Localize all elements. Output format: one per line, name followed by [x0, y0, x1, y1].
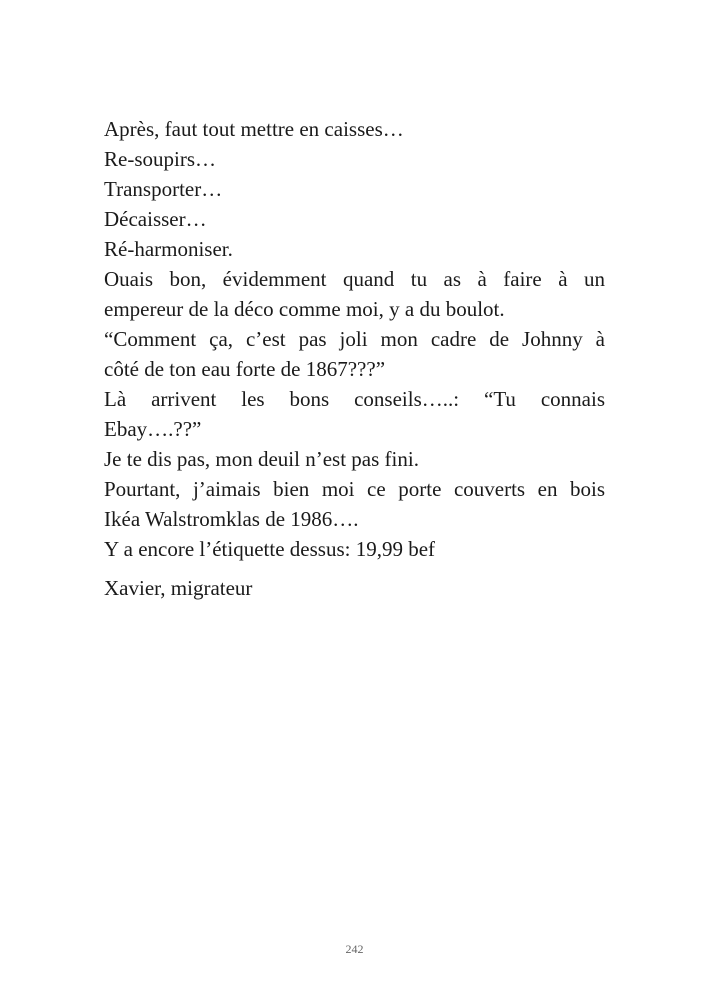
text-line: Ikéa Walstromklas de 1986…. — [104, 507, 359, 531]
text-line: Re-soupirs… — [104, 147, 216, 171]
text-line: Je te dis pas, mon deuil n’est pas fini. — [104, 447, 419, 471]
text-line: Après, faut tout mettre en caisses… — [104, 117, 404, 141]
text-line: “Comment ça, c’est pas joli mon cadre de Johnny à — [104, 327, 605, 351]
text-line: côté de ton eau forte de 1867???” — [104, 357, 386, 381]
page-number: 242 — [345, 942, 364, 956]
text-line: Pourtant, j’aimais bien moi ce porte couverts en bois — [104, 477, 605, 501]
body-text — [104, 114, 605, 603]
signature: Xavier, migrateur — [104, 576, 253, 600]
text-line: Décaisser… — [104, 207, 207, 231]
text-line: Transporter… — [104, 177, 223, 201]
text-line: empereur de la déco comme moi, y a du boulot. — [104, 297, 505, 321]
text-line: Ouais bon, évidemment quand tu as à faire à un — [104, 267, 605, 291]
text-line: Ré-harmoniser. — [104, 237, 233, 261]
text-line: Là arrivent les bons conseils…..: “Tu connais — [104, 387, 605, 411]
text-line: Y a encore l’étiquette dessus: 19,99 bef — [104, 537, 436, 561]
text-line: Ebay….??” — [104, 417, 202, 441]
